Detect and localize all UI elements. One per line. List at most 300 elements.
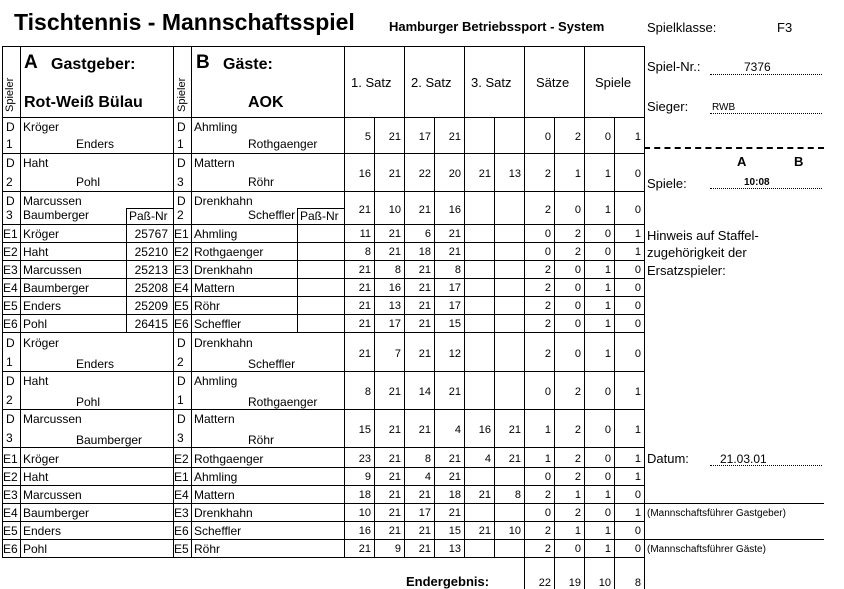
row-code: D <box>6 412 15 426</box>
table-line <box>2 371 645 372</box>
score-value: 8 <box>364 246 371 258</box>
score-value: 20 <box>448 168 461 180</box>
row-number: 2 <box>6 175 13 189</box>
player-name: Scheffler <box>248 208 296 222</box>
team-a-letter: A <box>24 52 38 73</box>
spielklasse-value: F3 <box>777 20 793 35</box>
score-value: 13 <box>448 543 461 555</box>
table-line <box>2 503 645 504</box>
score-value: 21 <box>388 525 401 537</box>
table-line <box>2 191 645 192</box>
score-value: 2 <box>544 282 551 294</box>
player-name: Pohl <box>76 395 101 409</box>
row-code: E4 <box>3 281 18 295</box>
table-line <box>2 409 645 410</box>
row-number: 1 <box>6 355 13 369</box>
row-number: 3 <box>177 431 184 445</box>
score-value: 9 <box>364 471 371 483</box>
score-value: 0 <box>634 282 641 294</box>
pass-number: 25209 <box>134 299 168 313</box>
row-code: E1 <box>3 227 18 241</box>
score-value: 21 <box>448 228 461 240</box>
score-value: 1 <box>544 453 551 465</box>
row-code: E5 <box>3 299 18 313</box>
table-line <box>644 557 645 589</box>
score-value: 8 <box>454 264 461 276</box>
table-right-border <box>644 46 645 558</box>
row-code: E2 <box>3 245 18 259</box>
dashed-separator <box>644 147 824 149</box>
table-line <box>20 46 21 558</box>
spiele-value: 10:08 <box>744 177 770 188</box>
score-value: 21 <box>388 507 401 519</box>
score-value: 21 <box>418 525 431 537</box>
table-top-border <box>2 46 645 47</box>
score-value: 17 <box>418 507 431 519</box>
score-value: 1 <box>634 386 641 398</box>
score-value: 0 <box>544 386 551 398</box>
score-value: 21 <box>508 453 521 465</box>
row-number: 2 <box>177 355 184 369</box>
score-value: 21 <box>388 131 401 143</box>
score-value: 21 <box>418 318 431 330</box>
player-name: Ahmling <box>194 120 238 134</box>
score-value: 17 <box>388 318 401 330</box>
endergebnis-label: Endergebnis: <box>406 574 490 589</box>
score-value: 0 <box>574 543 581 555</box>
score-value: 2 <box>544 300 551 312</box>
score-value: 1 <box>634 424 641 436</box>
score-value: 0 <box>574 204 581 216</box>
score-value: 21 <box>448 131 461 143</box>
table-line <box>614 557 615 589</box>
player-name: Rothgaenger <box>248 395 318 409</box>
score-value: 9 <box>394 543 401 555</box>
row-code: E3 <box>3 263 18 277</box>
score-value: 21 <box>508 424 521 436</box>
row-code: E5 <box>174 542 189 556</box>
row-number: 1 <box>177 137 184 151</box>
score-value: 0 <box>604 471 611 483</box>
score-value: 21 <box>388 386 401 398</box>
spiel-nr-label: Spiel-Nr.: <box>647 59 701 74</box>
score-value: 17 <box>448 282 461 294</box>
table-line <box>464 46 465 558</box>
score-value: 21 <box>358 348 371 360</box>
score-value: 0 <box>544 507 551 519</box>
player-name: Mattern <box>194 488 235 502</box>
score-value: 21 <box>448 471 461 483</box>
score-value: 1 <box>574 168 581 180</box>
row-number: 1 <box>177 393 184 407</box>
player-name: Haht <box>23 245 49 259</box>
sieger-label: Sieger: <box>647 99 689 114</box>
row-number: 3 <box>6 208 13 222</box>
score-value: 1 <box>604 168 611 180</box>
score-value: 11 <box>359 228 371 240</box>
player-name: Mattern <box>194 281 235 295</box>
score-value: 7 <box>394 348 401 360</box>
player-name: Marcussen <box>23 263 82 277</box>
score-value: 5 <box>364 131 371 143</box>
score-value: 18 <box>448 489 461 501</box>
player-name: Baumberger <box>23 208 90 222</box>
score-value: 21 <box>418 424 431 436</box>
score-value: 21 <box>448 507 461 519</box>
sieger-value: RWB <box>712 102 736 113</box>
row-code: E3 <box>174 263 189 277</box>
score-value: 2 <box>544 543 551 555</box>
score-value: 16 <box>478 424 491 436</box>
row-number: 1 <box>6 137 13 151</box>
col-satz2: 2. Satz <box>411 75 452 90</box>
hinweis-line-1: Hinweis auf Staffel- <box>647 228 759 243</box>
score-value: 0 <box>604 228 611 240</box>
score-value: 16 <box>358 168 371 180</box>
table-line <box>2 296 645 297</box>
row-code: E5 <box>174 299 189 313</box>
pass-nr-header: Paß-Nr <box>129 209 168 223</box>
player-name: Baumberger <box>23 506 90 520</box>
score-value: 0 <box>574 348 581 360</box>
score-value: 21 <box>448 453 461 465</box>
score-value: 1 <box>604 318 611 330</box>
score-value: 10 <box>358 507 371 519</box>
col-spiele: Spiele <box>595 75 632 90</box>
row-code: E2 <box>3 470 18 484</box>
spielklasse-label: Spielklasse: <box>647 20 717 35</box>
table-line <box>2 521 645 522</box>
table-line <box>2 242 645 243</box>
score-value: 4 <box>484 453 491 465</box>
spiel-nr-line <box>710 74 822 75</box>
score-value: 2 <box>574 386 581 398</box>
table-line <box>524 557 525 589</box>
score-value: 1 <box>604 348 611 360</box>
score-value: 0 <box>544 131 551 143</box>
table-line <box>584 557 585 589</box>
player-name: Rothgaenger <box>248 137 318 151</box>
player-name: Kröger <box>23 336 60 350</box>
score-value: 0 <box>634 168 641 180</box>
row-number: 3 <box>6 431 13 445</box>
player-name: Enders <box>23 524 62 538</box>
pass-number: 25767 <box>134 227 168 241</box>
spiele-col-b: B <box>794 154 804 169</box>
table-line <box>2 153 645 154</box>
score-value: 1 <box>544 424 551 436</box>
player-name: Baumberger <box>23 281 90 295</box>
score-value: 0 <box>574 282 581 294</box>
row-number: 2 <box>6 393 13 407</box>
score-value: 1 <box>634 131 641 143</box>
table-line <box>2 260 645 261</box>
col-saetze: Sätze <box>536 75 570 90</box>
player-name: Scheffler <box>248 357 296 371</box>
player-name: Kröger <box>23 120 60 134</box>
spiele-line <box>710 188 822 189</box>
score-value: 18 <box>358 489 371 501</box>
spiel-nr-value: 7376 <box>744 60 771 74</box>
player-name: Röhr <box>248 433 275 447</box>
score-value: 21 <box>358 282 371 294</box>
team-b-label: Gäste: <box>223 56 273 73</box>
table-line <box>554 557 555 589</box>
sieger-line <box>710 113 822 114</box>
hinweis-line-2: zugehörigkeit der <box>647 245 747 260</box>
row-code: E6 <box>174 524 189 538</box>
row-code: D <box>177 156 186 170</box>
score-value: 17 <box>448 300 461 312</box>
row-number: 2 <box>177 208 184 222</box>
score-value: 21 <box>358 204 371 216</box>
row-code: E4 <box>174 281 189 295</box>
row-code: E1 <box>174 227 189 241</box>
score-value: 2 <box>544 168 551 180</box>
table-line <box>2 278 645 279</box>
score-value: 21 <box>358 300 371 312</box>
row-code: E1 <box>3 452 18 466</box>
endergebnis-value: 10 <box>598 577 611 589</box>
score-value: 1 <box>634 453 641 465</box>
score-value: 2 <box>544 264 551 276</box>
score-value: 15 <box>358 424 371 436</box>
row-code: D <box>6 194 15 208</box>
score-value: 2 <box>544 525 551 537</box>
score-value: 2 <box>574 471 581 483</box>
score-value: 21 <box>388 168 401 180</box>
score-value: 1 <box>604 543 611 555</box>
team-b-letter: B <box>196 52 210 73</box>
row-code: E4 <box>3 506 18 520</box>
score-value: 10 <box>388 204 401 216</box>
player-name: Mattern <box>194 412 235 426</box>
pass-number: 25213 <box>134 263 168 277</box>
player-name: Rothgaenger <box>194 245 264 259</box>
score-value: 1 <box>634 507 641 519</box>
score-value: 0 <box>604 507 611 519</box>
score-value: 1 <box>574 525 581 537</box>
score-value: 21 <box>418 300 431 312</box>
pass-nr-header: Paß-Nr <box>300 209 339 223</box>
row-code: D <box>177 194 186 208</box>
score-value: 14 <box>418 386 431 398</box>
team-b-name: AOK <box>248 94 284 111</box>
row-code: E3 <box>174 506 189 520</box>
score-value: 0 <box>604 424 611 436</box>
player-name: Kröger <box>23 227 60 241</box>
table-line <box>2 485 645 486</box>
row-code: E4 <box>174 488 189 502</box>
table-line <box>2 224 645 225</box>
score-value: 16 <box>388 282 401 294</box>
score-value: 23 <box>358 453 371 465</box>
score-value: 21 <box>418 204 431 216</box>
spieler-label-a: Spieler <box>4 77 16 112</box>
score-value: 21 <box>478 168 491 180</box>
row-code: D <box>6 156 15 170</box>
player-name: Pohl <box>76 175 101 189</box>
page-title: Tischtennis - Mannschaftsspiel <box>14 9 355 35</box>
score-value: 21 <box>388 246 401 258</box>
score-value: 2 <box>544 318 551 330</box>
player-name: Mattern <box>194 156 235 170</box>
score-value: 0 <box>604 246 611 258</box>
col-satz1: 1. Satz <box>351 75 392 90</box>
player-name: Drenkhahn <box>194 336 253 350</box>
score-value: 0 <box>544 228 551 240</box>
row-code: D <box>177 120 186 134</box>
spiele-col-a: A <box>737 154 747 169</box>
spieler-label-b: Spieler <box>176 77 188 112</box>
row-code: E6 <box>174 317 189 331</box>
row-code: E2 <box>174 245 189 259</box>
player-name: Röhr <box>194 299 221 313</box>
score-value: 1 <box>634 471 641 483</box>
row-code: E6 <box>3 542 18 556</box>
pass-number: 25208 <box>134 281 168 295</box>
player-name: Ahmling <box>194 227 238 241</box>
score-value: 2 <box>544 204 551 216</box>
score-value: 15 <box>448 525 461 537</box>
player-name: Drenkhahn <box>194 506 253 520</box>
player-name: Kröger <box>23 452 60 466</box>
table-line <box>2 467 645 468</box>
score-value: 18 <box>418 246 431 258</box>
player-name: Marcussen <box>23 412 82 426</box>
score-value: 2 <box>574 131 581 143</box>
player-name: Pohl <box>23 317 48 331</box>
player-name: Ahmling <box>194 374 238 388</box>
score-value: 0 <box>634 543 641 555</box>
score-value: 21 <box>448 246 461 258</box>
score-value: 0 <box>544 471 551 483</box>
header-bottom-border <box>2 117 645 118</box>
table-bottom-border <box>2 557 645 558</box>
signature-line-gaeste <box>644 539 824 540</box>
score-value: 2 <box>544 348 551 360</box>
score-value: 21 <box>478 525 491 537</box>
spiele-label: Spiele: <box>647 176 687 191</box>
signature-line-gastgeber <box>644 503 824 504</box>
score-value: 1 <box>574 489 581 501</box>
score-value: 21 <box>418 282 431 294</box>
row-code: E5 <box>3 524 18 538</box>
row-code: D <box>177 374 186 388</box>
score-value: 8 <box>394 264 401 276</box>
endergebnis-value: 8 <box>634 577 641 589</box>
score-value: 0 <box>574 264 581 276</box>
score-value: 0 <box>634 525 641 537</box>
score-value: 0 <box>634 204 641 216</box>
row-code: D <box>177 412 186 426</box>
score-value: 21 <box>388 489 401 501</box>
score-value: 0 <box>634 318 641 330</box>
score-value: 4 <box>424 471 431 483</box>
player-name: Ahmling <box>194 470 238 484</box>
score-value: 21 <box>418 489 431 501</box>
player-name: Drenkhahn <box>194 194 253 208</box>
score-value: 1 <box>604 282 611 294</box>
player-name: Drenkhahn <box>194 263 253 277</box>
endergebnis-value: 19 <box>568 577 581 589</box>
team-a-name: Rot-Weiß Bülau <box>24 94 143 111</box>
score-value: 1 <box>604 264 611 276</box>
score-value: 21 <box>358 318 371 330</box>
score-value: 1 <box>634 246 641 258</box>
score-value: 8 <box>514 489 521 501</box>
row-code: E3 <box>3 488 18 502</box>
player-name: Baumberger <box>76 433 143 447</box>
score-value: 1 <box>634 228 641 240</box>
player-name: Haht <box>23 374 49 388</box>
team-a-label: Gastgeber: <box>51 56 136 73</box>
score-value: 16 <box>448 204 461 216</box>
score-value: 1 <box>604 300 611 312</box>
player-name: Rothgaenger <box>194 452 264 466</box>
score-value: 21 <box>358 264 371 276</box>
player-name: Haht <box>23 156 49 170</box>
player-name: Enders <box>76 357 115 371</box>
score-value: 21 <box>388 424 401 436</box>
score-value: 21 <box>388 471 401 483</box>
score-value: 2 <box>574 453 581 465</box>
row-code: E6 <box>3 317 18 331</box>
score-value: 12 <box>448 348 461 360</box>
score-value: 10 <box>508 525 521 537</box>
row-code: D <box>6 374 15 388</box>
score-value: 1 <box>604 489 611 501</box>
score-value: 22 <box>418 168 431 180</box>
score-value: 0 <box>634 264 641 276</box>
row-code: D <box>6 336 15 350</box>
score-value: 0 <box>574 318 581 330</box>
player-name: Marcussen <box>23 194 82 208</box>
score-value: 0 <box>634 348 641 360</box>
score-value: 2 <box>574 228 581 240</box>
score-value: 21 <box>418 348 431 360</box>
score-value: 0 <box>604 453 611 465</box>
score-value: 0 <box>604 386 611 398</box>
score-value: 0 <box>574 300 581 312</box>
score-value: 21 <box>448 386 461 398</box>
score-value: 6 <box>424 228 431 240</box>
player-name: Scheffler <box>194 524 242 538</box>
pass-number: 26415 <box>134 317 168 331</box>
score-value: 1 <box>604 525 611 537</box>
score-value: 0 <box>544 246 551 258</box>
score-value: 21 <box>418 543 431 555</box>
score-value: 21 <box>358 543 371 555</box>
table-line <box>2 539 645 540</box>
row-code: D <box>177 336 186 350</box>
mf-gaeste-label: (Mannschaftsführer Gäste) <box>647 544 766 555</box>
table-line <box>2 332 645 333</box>
hinweis-line-3: Ersatzspieler: <box>647 263 726 278</box>
table-line <box>2 447 645 448</box>
score-value: 8 <box>424 453 431 465</box>
score-value: 16 <box>358 525 371 537</box>
score-value: 17 <box>418 131 431 143</box>
row-code: E1 <box>174 470 189 484</box>
player-name: Pohl <box>23 542 48 556</box>
player-name: Enders <box>76 137 115 151</box>
player-name: Enders <box>23 299 62 313</box>
score-value: 1 <box>604 204 611 216</box>
row-number: 3 <box>177 175 184 189</box>
score-value: 21 <box>388 453 401 465</box>
score-value: 21 <box>388 228 401 240</box>
